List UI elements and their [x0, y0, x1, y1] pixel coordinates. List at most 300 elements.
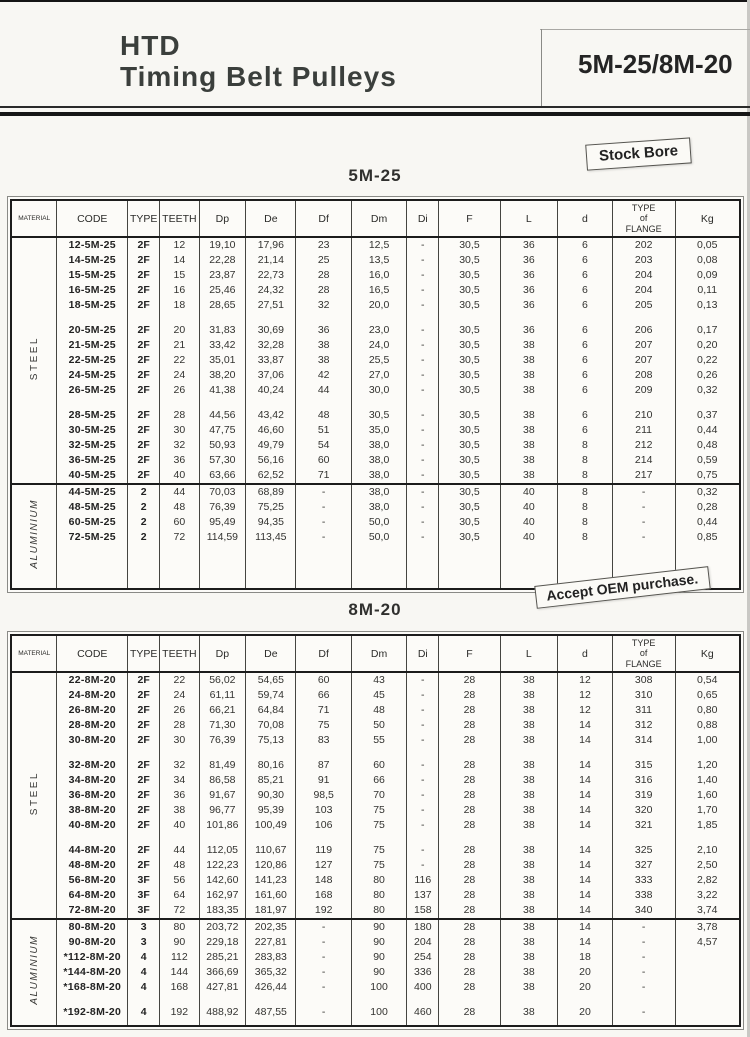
- column-header: F: [439, 635, 500, 672]
- table-cell: 38: [500, 338, 558, 353]
- table-cell: 32,28: [246, 338, 296, 353]
- table-cell: [128, 748, 160, 758]
- table-cell: 2F: [128, 672, 160, 688]
- table-cell: [160, 313, 199, 323]
- table-cell: [351, 995, 406, 1005]
- table-cell: 2F: [128, 423, 160, 438]
- table-cell: 50,0: [351, 530, 406, 545]
- table-cell: 192: [296, 903, 351, 919]
- table-cell: [675, 980, 740, 995]
- table-cell: -: [407, 484, 439, 500]
- table-row: [11, 1005, 740, 1020]
- table-cell: 38: [500, 858, 558, 873]
- table-cell: 30,5: [439, 515, 500, 530]
- column-header: De: [246, 635, 296, 672]
- table-cell: [57, 313, 128, 323]
- table-cell: 319: [612, 788, 675, 803]
- table-cell: 38: [500, 368, 558, 383]
- table-cell: 206: [612, 323, 675, 338]
- table-cell: 8: [558, 500, 613, 515]
- table-cell: 12: [558, 703, 613, 718]
- table-cell: [675, 950, 740, 965]
- table-cell: 2F: [128, 338, 160, 353]
- table-cell: 50,93: [199, 438, 246, 453]
- table-cell: -: [407, 423, 439, 438]
- table-cell: 90: [351, 919, 406, 935]
- table-cell: 28: [439, 888, 500, 903]
- table-cell: 2F: [128, 438, 160, 453]
- table-cell: 28: [296, 268, 351, 283]
- table-cell: 38: [500, 818, 558, 833]
- table-cell: 38,0: [351, 468, 406, 484]
- material-cell: [11, 672, 57, 919]
- table-cell: [296, 833, 351, 843]
- table-row: [11, 298, 740, 313]
- table-cell: 30,5: [439, 237, 500, 253]
- table-cell: 8: [558, 515, 613, 530]
- table-cell: 31,83: [199, 323, 246, 338]
- table-cell: 1,60: [675, 788, 740, 803]
- table-row: [11, 803, 740, 818]
- table-cell: 8: [558, 438, 613, 453]
- table-cell: 142,60: [199, 873, 246, 888]
- table-cell: 311: [612, 703, 675, 718]
- table-cell: 66: [296, 688, 351, 703]
- table-cell: 325: [612, 843, 675, 858]
- table-cell: 137: [407, 888, 439, 903]
- table-cell: 283,83: [246, 950, 296, 965]
- table-cell: 38: [500, 423, 558, 438]
- table-cell: 38: [500, 803, 558, 818]
- table-cell: -: [407, 515, 439, 530]
- table-cell: 2: [128, 515, 160, 530]
- table-cell: 427,81: [199, 980, 246, 995]
- table-cell: [407, 995, 439, 1005]
- table-cell: 38: [160, 803, 199, 818]
- table-cell: 0,11: [675, 283, 740, 298]
- table-heading-8m20: 8M-20: [348, 600, 402, 619]
- table-cell: 30,5: [439, 338, 500, 353]
- table-cell: 71: [296, 703, 351, 718]
- table-cell: 71: [296, 468, 351, 484]
- table-cell: 2F: [128, 703, 160, 718]
- table-cell: [128, 313, 160, 323]
- table-cell: -: [407, 803, 439, 818]
- table-cell: 0,13: [675, 298, 740, 313]
- table-cell: 14: [558, 773, 613, 788]
- table-cell: 205: [612, 298, 675, 313]
- table-cell: [199, 398, 246, 408]
- table-cell: 181,97: [246, 903, 296, 919]
- table-cell: 1,20: [675, 758, 740, 773]
- table-cell: 254: [407, 950, 439, 965]
- table-row: [11, 903, 740, 919]
- table-row: [11, 383, 740, 398]
- table-cell: 24: [160, 688, 199, 703]
- table-cell: 3,78: [675, 919, 740, 935]
- table-cell: [675, 1020, 740, 1026]
- table-cell: [246, 313, 296, 323]
- table-cell: 23,0: [351, 323, 406, 338]
- table-cell: 95,39: [246, 803, 296, 818]
- table-cell: 14: [558, 803, 613, 818]
- table-cell: *192-8M-20: [57, 1005, 128, 1020]
- table-row: [11, 408, 740, 423]
- material-label: ALUMINIUM: [28, 499, 40, 569]
- table-cell: 15: [160, 268, 199, 283]
- table-cell: 113,45: [246, 530, 296, 545]
- table-cell: 56: [160, 873, 199, 888]
- table-cell: 38: [500, 843, 558, 858]
- table-cell: 38: [296, 338, 351, 353]
- table-cell: 54: [296, 438, 351, 453]
- table-cell: [675, 995, 740, 1005]
- table-cell: 208: [612, 368, 675, 383]
- table-cell: 14: [558, 903, 613, 919]
- table-cell: 40: [500, 515, 558, 530]
- table-cell: 38: [500, 672, 558, 688]
- table-cell: 40-5M-25: [57, 468, 128, 484]
- table-cell: 0,80: [675, 703, 740, 718]
- table-cell: -: [407, 718, 439, 733]
- table-cell: 162,97: [199, 888, 246, 903]
- divider: [540, 29, 750, 30]
- table-cell: 12: [558, 672, 613, 688]
- table-cell: *144-8M-20: [57, 965, 128, 980]
- table-cell: -: [407, 408, 439, 423]
- table-cell: 0,20: [675, 338, 740, 353]
- table-cell: 21-5M-25: [57, 338, 128, 353]
- table-cell: 16-5M-25: [57, 283, 128, 298]
- table-row: [11, 935, 740, 950]
- table-cell: 141,23: [246, 873, 296, 888]
- table-cell: 0,22: [675, 353, 740, 368]
- table-cell: 1,85: [675, 818, 740, 833]
- table-cell: 94,35: [246, 515, 296, 530]
- divider: [0, 112, 750, 116]
- table-cell: [246, 545, 296, 589]
- table-row: [11, 980, 740, 995]
- table-cell: 122,23: [199, 858, 246, 873]
- table-cell: 25,5: [351, 353, 406, 368]
- table-cell: 14: [558, 843, 613, 858]
- table-cell: [160, 398, 199, 408]
- table-cell: 60: [296, 453, 351, 468]
- table-cell: [558, 398, 613, 408]
- table-cell: 116: [407, 873, 439, 888]
- table-cell: 2F: [128, 268, 160, 283]
- table-cell: 26: [160, 383, 199, 398]
- table-cell: 22,73: [246, 268, 296, 283]
- table-cell: 38,0: [351, 500, 406, 515]
- oem-badge: Accept OEM purchase.: [534, 566, 710, 609]
- spacer-row: [11, 833, 740, 843]
- table-row: [11, 873, 740, 888]
- table-cell: 2F: [128, 818, 160, 833]
- table-row: [11, 965, 740, 980]
- header-row: [11, 200, 740, 237]
- table-cell: 30: [160, 423, 199, 438]
- table-cell: -: [407, 858, 439, 873]
- table-cell: [500, 313, 558, 323]
- table-cell: 47,75: [199, 423, 246, 438]
- table-cell: 6: [558, 353, 613, 368]
- table-cell: [675, 1005, 740, 1020]
- table-cell: 114,59: [199, 530, 246, 545]
- table-cell: 34: [160, 773, 199, 788]
- table-cell: 83: [296, 733, 351, 748]
- table-cell: -: [407, 383, 439, 398]
- table-cell: 38: [500, 888, 558, 903]
- table-cell: -: [407, 688, 439, 703]
- spacer-row: [11, 398, 740, 408]
- table-cell: 28: [439, 703, 500, 718]
- table-cell: [675, 313, 740, 323]
- table-cell: 38: [500, 935, 558, 950]
- table-cell: 14: [558, 788, 613, 803]
- table-row: [11, 283, 740, 298]
- table-cell: 28: [439, 803, 500, 818]
- table-cell: 38: [500, 965, 558, 980]
- table-cell: 0,05: [675, 237, 740, 253]
- table-cell: 6: [558, 408, 613, 423]
- table-cell: 40: [500, 530, 558, 545]
- table-cell: 91: [296, 773, 351, 788]
- table-cell: 333: [612, 873, 675, 888]
- table-cell: 91,67: [199, 788, 246, 803]
- table-cell: 22,28: [199, 253, 246, 268]
- table-cell: [500, 995, 558, 1005]
- table-cell: 48: [296, 408, 351, 423]
- table-row: [11, 268, 740, 283]
- page-edge-line: [0, 0, 750, 2]
- stock-bore-badge: Stock Bore: [585, 137, 692, 170]
- header-row: [11, 635, 740, 672]
- table-cell: 35,01: [199, 353, 246, 368]
- table-cell: 45: [351, 688, 406, 703]
- table-cell: [246, 1020, 296, 1026]
- table-cell: 30-8M-20: [57, 733, 128, 748]
- table-cell: 30,5: [351, 408, 406, 423]
- table-cell: 14: [558, 758, 613, 773]
- table-cell: [160, 1020, 199, 1026]
- column-header: Dp: [199, 635, 246, 672]
- table-cell: 20,0: [351, 298, 406, 313]
- table-cell: *112-8M-20: [57, 950, 128, 965]
- table-cell: 60: [160, 515, 199, 530]
- table-cell: 36-8M-20: [57, 788, 128, 803]
- table-cell: 487,55: [246, 1005, 296, 1020]
- table-cell: 110,67: [246, 843, 296, 858]
- table-cell: [351, 545, 406, 589]
- table-cell: -: [296, 980, 351, 995]
- table-cell: 32: [296, 298, 351, 313]
- table-cell: 2F: [128, 843, 160, 858]
- table-cell: 71,30: [199, 718, 246, 733]
- table-cell: [439, 545, 500, 589]
- table-cell: [439, 313, 500, 323]
- table-cell: 28: [439, 919, 500, 935]
- pulley-table: [10, 634, 741, 1027]
- table-row: [11, 858, 740, 873]
- table-cell: 14: [558, 858, 613, 873]
- table-cell: 14: [558, 888, 613, 903]
- divider: [0, 106, 750, 108]
- table-cell: [407, 313, 439, 323]
- table-row: [11, 500, 740, 515]
- table-cell: 36-5M-25: [57, 453, 128, 468]
- table-cell: 12-5M-25: [57, 237, 128, 253]
- table-cell: 28: [439, 950, 500, 965]
- table-cell: 28-5M-25: [57, 408, 128, 423]
- table-cell: 90: [351, 965, 406, 980]
- table-cell: 38: [500, 733, 558, 748]
- column-header: TYPE of FLANGE: [612, 635, 675, 672]
- table-cell: 2F: [128, 353, 160, 368]
- table-cell: 6: [558, 323, 613, 338]
- material-label: ALUMINIUM: [28, 935, 40, 1005]
- table-row: [11, 950, 740, 965]
- table-row: [11, 253, 740, 268]
- table-cell: 2: [128, 530, 160, 545]
- table-cell: [439, 833, 500, 843]
- table-cell: 14: [558, 718, 613, 733]
- table-cell: [439, 748, 500, 758]
- table-cell: 12: [160, 237, 199, 253]
- table-cell: 0,88: [675, 718, 740, 733]
- table-cell: 38: [500, 453, 558, 468]
- table-cell: [57, 398, 128, 408]
- table-cell: 44: [160, 843, 199, 858]
- table-cell: 48: [351, 703, 406, 718]
- table-cell: 38-8M-20: [57, 803, 128, 818]
- table-cell: 310: [612, 688, 675, 703]
- table-cell: [675, 398, 740, 408]
- table-cell: 34-8M-20: [57, 773, 128, 788]
- table-cell: 2: [128, 500, 160, 515]
- table-cell: 38: [500, 1005, 558, 1020]
- table-cell: 4: [128, 965, 160, 980]
- table-cell: 23,87: [199, 268, 246, 283]
- table-row: [11, 672, 740, 688]
- table-cell: 33,42: [199, 338, 246, 353]
- material-cell: [11, 484, 57, 589]
- table-cell: 30,5: [439, 383, 500, 398]
- table-row: [11, 888, 740, 903]
- table-cell: [351, 1020, 406, 1026]
- table-cell: 13,5: [351, 253, 406, 268]
- table-cell: [57, 995, 128, 1005]
- table-row: [11, 438, 740, 453]
- table-cell: 2F: [128, 253, 160, 268]
- table-cell: 38: [500, 703, 558, 718]
- table-cell: 60: [296, 672, 351, 688]
- table-cell: 28: [439, 688, 500, 703]
- table-cell: 426,44: [246, 980, 296, 995]
- table-row: [11, 323, 740, 338]
- table-cell: 22-5M-25: [57, 353, 128, 368]
- table-cell: 214: [612, 453, 675, 468]
- table-cell: 103: [296, 803, 351, 818]
- table-cell: 30,5: [439, 438, 500, 453]
- table-cell: 40: [500, 500, 558, 515]
- table-cell: 32-5M-25: [57, 438, 128, 453]
- table-cell: 112: [160, 950, 199, 965]
- table-cell: 72: [160, 903, 199, 919]
- table-cell: 1,70: [675, 803, 740, 818]
- table-cell: 56,16: [246, 453, 296, 468]
- table-cell: -: [407, 283, 439, 298]
- table-cell: -: [612, 950, 675, 965]
- table-cell: 38: [500, 438, 558, 453]
- table-cell: 64,84: [246, 703, 296, 718]
- table-cell: -: [296, 965, 351, 980]
- table-cell: [351, 398, 406, 408]
- table-cell: -: [612, 1005, 675, 1020]
- table-cell: 28: [439, 1005, 500, 1020]
- table-cell: 210: [612, 408, 675, 423]
- table-cell: 38: [500, 950, 558, 965]
- table-row: [11, 919, 740, 935]
- table-row: [11, 703, 740, 718]
- table-cell: 28: [160, 408, 199, 423]
- table-cell: [439, 995, 500, 1005]
- pulley-table-8m20: [7, 631, 744, 1030]
- table-cell: 51: [296, 423, 351, 438]
- table-cell: 30,5: [439, 453, 500, 468]
- table-cell: 2F: [128, 733, 160, 748]
- table-cell: 6: [558, 368, 613, 383]
- table-cell: 28: [439, 773, 500, 788]
- table-cell: 209: [612, 383, 675, 398]
- table-cell: 80-8M-20: [57, 919, 128, 935]
- table-cell: 24: [160, 368, 199, 383]
- table-cell: 60: [351, 758, 406, 773]
- table-cell: 35,0: [351, 423, 406, 438]
- table-cell: 28: [296, 283, 351, 298]
- table-cell: 315: [612, 758, 675, 773]
- table-cell: 28-8M-20: [57, 718, 128, 733]
- table-row: [11, 468, 740, 484]
- table-cell: 229,18: [199, 935, 246, 950]
- table-cell: 6: [558, 253, 613, 268]
- table-cell: 36: [500, 237, 558, 253]
- column-header: TYPE of FLANGE: [612, 200, 675, 237]
- table-cell: [675, 965, 740, 980]
- table-cell: 2F: [128, 468, 160, 484]
- table-cell: [296, 313, 351, 323]
- table-cell: 38: [500, 353, 558, 368]
- material-cell: [11, 919, 57, 1026]
- table-cell: 38,0: [351, 484, 406, 500]
- table-cell: [612, 313, 675, 323]
- table-cell: 2F: [128, 283, 160, 298]
- table-cell: 28,65: [199, 298, 246, 313]
- table-cell: 20: [558, 980, 613, 995]
- table-cell: [558, 1020, 613, 1026]
- table-cell: 40: [160, 468, 199, 484]
- table-cell: 28: [439, 903, 500, 919]
- table-cell: -: [407, 323, 439, 338]
- table-cell: 40: [160, 818, 199, 833]
- table-cell: 75,25: [246, 500, 296, 515]
- table-cell: 14: [558, 919, 613, 935]
- table-cell: 28: [439, 965, 500, 980]
- table-cell: 22: [160, 672, 199, 688]
- table-cell: 56,02: [199, 672, 246, 688]
- table-cell: 36: [296, 323, 351, 338]
- table-cell: 36: [500, 253, 558, 268]
